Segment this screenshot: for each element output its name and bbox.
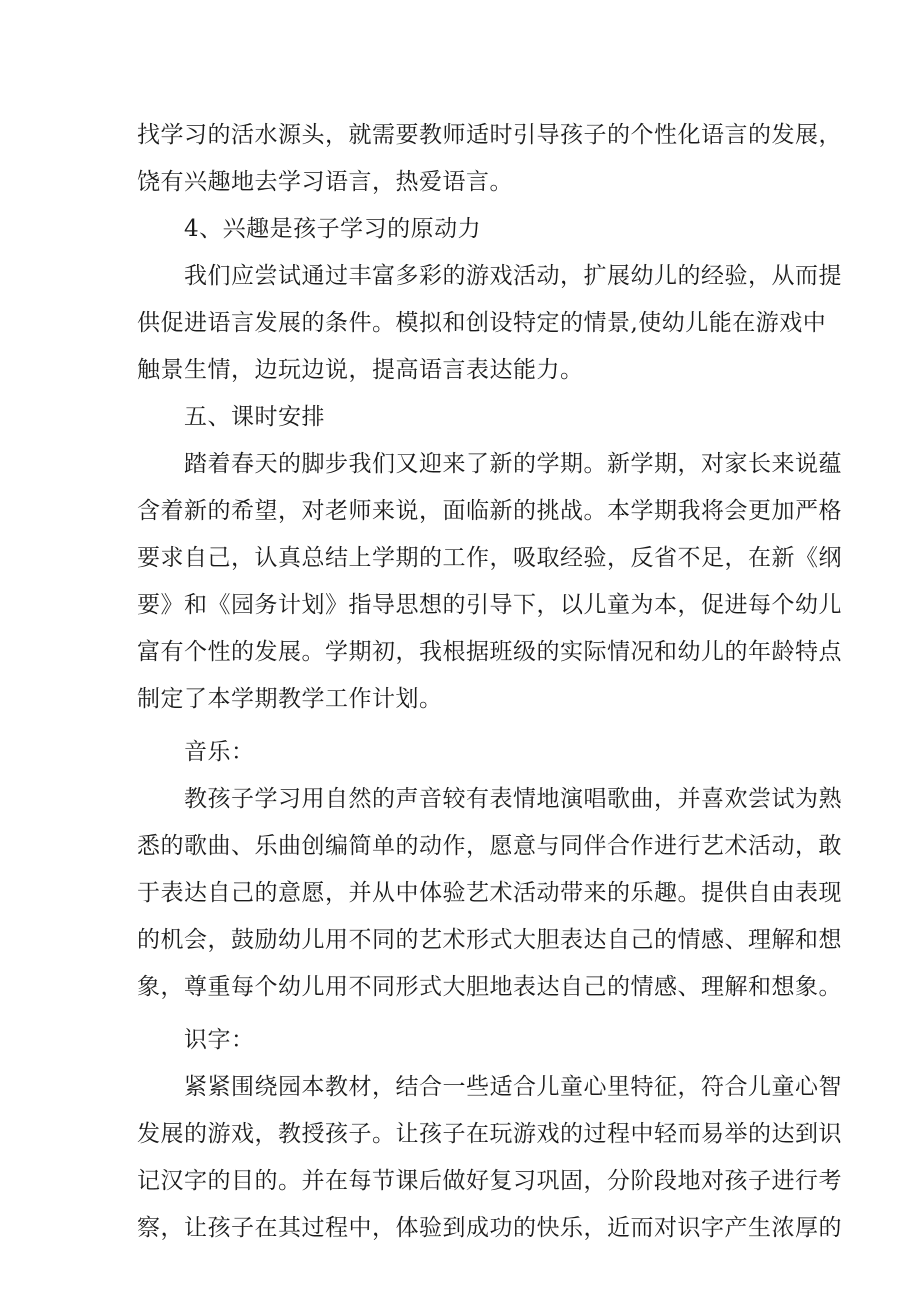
paragraph-line: 供促进语言发展的条件。模拟和创设特定的情景,使幼儿能在游戏中 <box>137 310 827 336</box>
paragraph-line: 要》和《园务计划》指导思想的引导下，以儿童为本，促进每个幼儿 <box>137 592 842 618</box>
paragraph-line: 记汉字的目的。并在每节课后做好复习巩固，分阶段地对孩子进行考 <box>137 1168 842 1194</box>
paragraph-line: 紧紧围绕园本教材，结合一些适合儿童心里特征，符合儿童心智 <box>184 1074 842 1100</box>
paragraph-line: 察，让孩子在其过程中，体验到成功的快乐，近而对识字产生浓厚的 <box>137 1215 842 1241</box>
paragraph-line: 教孩子学习用自然的声音较有表情地演唱歌曲，并喜欢尝试为熟 <box>184 786 842 812</box>
section-heading: 五、课时安排 <box>184 404 325 430</box>
paragraph-line: 找学习的活水源头，就需要教师适时引导孩子的个性化语言的发展， <box>137 122 842 148</box>
paragraph-line: 我们应尝试通过丰富多彩的游戏活动，扩展幼儿的经验，从而提 <box>184 263 842 289</box>
paragraph-line: 踏着春天的脚步我们又迎来了新的学期。新学期，对家长来说蕴 <box>184 451 842 477</box>
paragraph-line: 于表达自己的意愿，并从中体验艺术活动带来的乐趣。提供自由表现 <box>137 880 842 906</box>
paragraph-line: 含着新的希望，对老师来说，面临新的挑战。本学期我将会更加严格 <box>137 498 842 524</box>
paragraph-line: 制定了本学期教学工作计划。 <box>137 686 443 712</box>
paragraph-line: 发展的游戏，教授孩子。让孩子在玩游戏的过程中轻而易举的达到识 <box>137 1121 842 1147</box>
section-heading: 4、兴趣是孩子学习的原动力 <box>184 216 482 242</box>
section-heading: 识字： <box>184 1027 255 1053</box>
paragraph-line: 的机会，鼓励幼儿用不同的艺术形式大胆表达自己的情感、理解和想 <box>137 927 842 953</box>
paragraph-line: 触景生情，边玩边说，提高语言表达能力。 <box>137 357 584 383</box>
document-body <box>137 112 842 1252</box>
paragraph-line: 要求自己，认真总结上学期的工作，吸取经验，反省不足，在新《纲 <box>137 545 842 571</box>
paragraph-line: 富有个性的发展。学期初，我根据班级的实际情况和幼儿的年龄特点 <box>137 639 842 665</box>
section-heading: 音乐： <box>184 739 255 765</box>
paragraph-line: 悉的歌曲、乐曲创编简单的动作，愿意与同伴合作进行艺术活动，敢 <box>137 833 842 859</box>
paragraph-line: 饶有兴趣地去学习语言，热爱语言。 <box>137 169 513 195</box>
paragraph-line: 象，尊重每个幼儿用不同形式大胆地表达自己的情感、理解和想象。 <box>137 974 842 1000</box>
